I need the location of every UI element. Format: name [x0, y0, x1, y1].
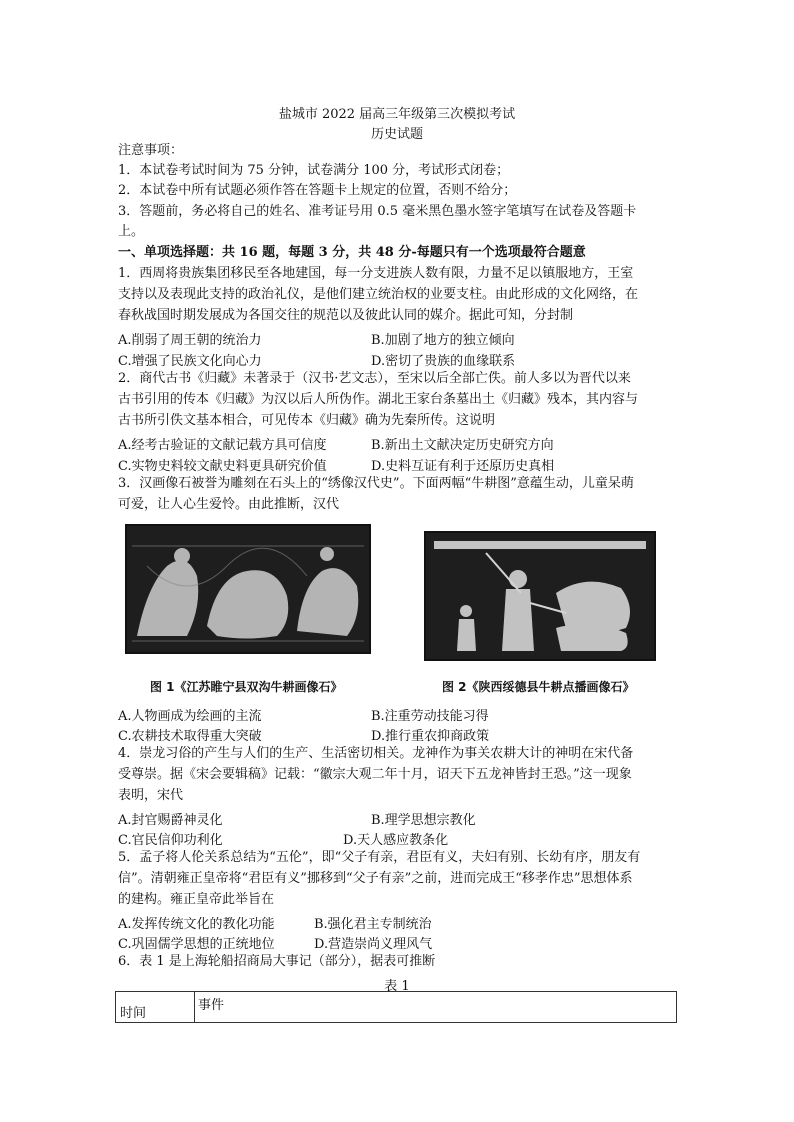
q1-option-a: A.削弱了周王朝的统治力	[118, 333, 262, 348]
q3-text: 3．汉画像石被誉为雕刻在石头上的“绣像汉代史”。下面两幅“牛耕图”意蕴生动，儿童呆萌	[118, 476, 634, 491]
q4-option-d: D.天人感应教条化	[343, 833, 449, 848]
q1-option-c: C.增强了民族文化向心力	[118, 354, 262, 369]
notes-item: 1．本试卷考试时间为 75 分钟，试卷满分 100 分，考试形式闭卷；	[118, 163, 510, 178]
events-table	[115, 991, 677, 1023]
figure-2-caption: 图 2《陕西绥德县牛耕点播画像石》	[442, 680, 635, 694]
q4-text: 受尊崇。据《宋会要辑稿》记载：“徽宗大观二年十月，诏天下五龙神皆封王恐。”这一现象	[118, 767, 632, 782]
notes-item: 3．答题前，务必将自己的姓名、准考证号用 0.5 毫米黑色墨水签字笔填写在试卷及答题卡	[118, 204, 637, 219]
q2-text: 2．商代古书《归藏》未著录于（汉书·艺文志），至宋以后全部亡佚。前人多以为晋代以来	[118, 371, 631, 386]
q5-text: 5．孟子将人伦关系总结为“五伦”，即“父子有亲，君臣有义，夫妇有别、长幼有序，朋友有	[118, 850, 641, 865]
q4-option-b: B.理学思想宗教化	[371, 813, 476, 828]
q6-text: 6．表 1 是上海轮船招商局大事记（部分），据表可推断	[118, 954, 436, 969]
exam-subtitle: 历史试题	[370, 127, 423, 142]
q3-text: 可爱，让人心生爱怜。由此推断，汉代	[118, 497, 340, 512]
q1-text: 1．西周将贵族集团移民至各地建国，每一分支进族人数有限，力量不足以镇服地方，王室	[118, 266, 634, 281]
exam-title: 盐城市 2022 届高三年级第三次模拟考试	[278, 107, 516, 122]
q1-text: 支持以及表现此支持的政治礼仪，是他们建立统治权的业要支柱。由此形成的文化网络，在	[118, 287, 639, 302]
notes-heading: 注意事项：	[118, 143, 184, 158]
notes-item: 2．本试卷中所有试题必须作答在答题卡上规定的位置，否则不给分；	[118, 183, 517, 198]
q2-option-b: B.新出土文献决定历史研究方向	[371, 438, 554, 453]
q2-option-c: C.实物史料较文献史料更具研究价值	[118, 459, 327, 474]
q5-option-c: C.巩固儒学思想的正统地位	[118, 937, 275, 952]
table-header-time-cell	[116, 992, 195, 1022]
q5-text: 信”。清朝雍正皇帝将“君臣有义”挪移到“父子有亲”之前，进而完成王“移孝作忠”思想体系	[118, 871, 633, 886]
table-header-event: 事件	[198, 998, 225, 1013]
q3-option-c: C.农耕技术取得重大突破	[118, 729, 262, 744]
q2-option-d: D.史料互证有利于还原历史真相	[371, 459, 555, 474]
figure-2-stone-rubbing	[424, 531, 656, 661]
q1-option-b: B.加剧了地方的独立倾向	[371, 333, 515, 348]
q2-text: 古书所引佚文基本相合，可见传本《归藏》确为先秦所传。这说明	[118, 413, 496, 428]
q5-option-d: D.营造崇尚义理风气	[314, 937, 433, 952]
q4-option-c: C.官民信仰功利化	[118, 833, 223, 848]
q5-option-a: A.发挥传统文化的教化功能	[118, 917, 275, 932]
q5-option-b: B.强化君主专制统治	[314, 917, 432, 932]
q4-text: 表明，宋代	[118, 788, 184, 803]
q5-text: 的建构。雍正皇帝此举旨在	[118, 892, 275, 907]
q2-text: 古书引用的传本《归藏》为汉以后人所伪作。湖北王家台条墓出土《归藏》残本，其内容与	[118, 392, 639, 407]
section-heading: 一、单项选择题：共 16 题，每题 3 分，共 48 分-每题只有一个选项最符合题意	[118, 245, 586, 260]
figure-1-caption: 图 1《江苏睢宁县双沟牛耕画像石》	[150, 680, 343, 694]
figure-1-image	[127, 526, 369, 652]
q3-option-a: A.人物画成为绘画的主流	[118, 709, 262, 724]
q3-option-d: D.推行重农抑商政策	[371, 729, 490, 744]
q4-option-a: A.封官赐爵神灵化	[118, 813, 223, 828]
q2-option-a: A.经考古验证的文献记载方具可信度	[118, 438, 327, 453]
q1-option-d: D.密切了贵族的血缘联系	[371, 354, 516, 369]
notes-item: 上。	[118, 224, 145, 239]
figure-1-stone-rubbing	[125, 524, 371, 654]
q4-text: 4．崇龙习俗的产生与人们的生产、生活密切相关。龙神作为事关农耕大计的神明在宋代备	[118, 746, 634, 761]
q1-text: 春秋战国时期发展成为各国交往的规范以及彼此认同的媒介。据此可知，分封制	[118, 308, 574, 323]
figure-2-image	[426, 533, 654, 659]
q3-option-b: B.注重劳动技能习得	[371, 709, 489, 724]
table-header-time: 时间	[120, 1006, 147, 1021]
table-title: 表 1	[384, 979, 410, 994]
